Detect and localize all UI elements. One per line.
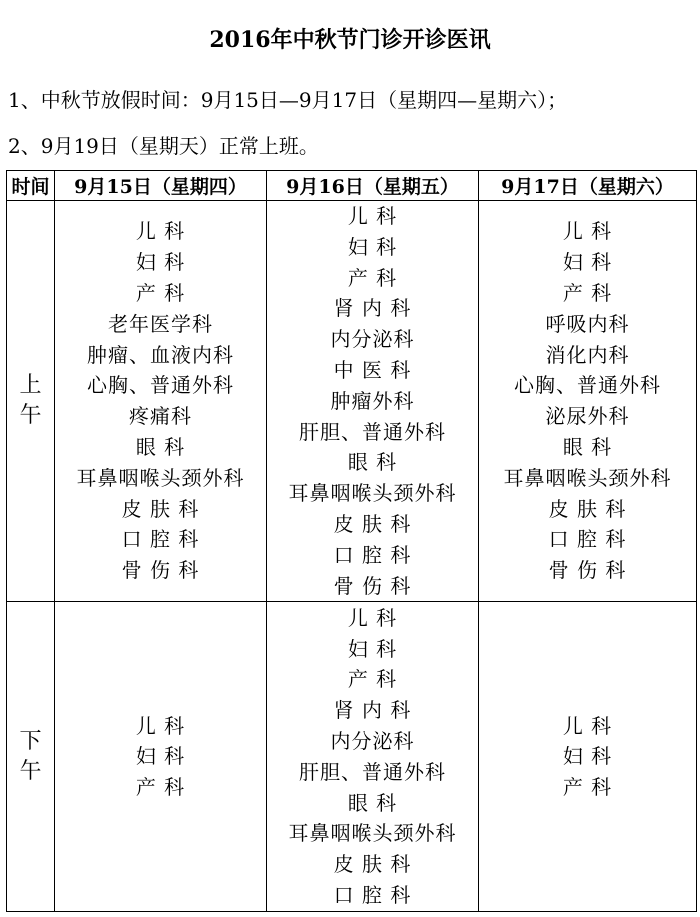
- department-entry: 内分泌科: [330, 327, 415, 352]
- afternoon-day-1-cell: [55, 602, 267, 912]
- department-entry: 产 科: [347, 265, 398, 290]
- morning-label-char-1: 上: [19, 373, 42, 399]
- department-entry: 眼 科: [135, 434, 186, 459]
- department-entry: 产 科: [347, 667, 398, 692]
- department-entry: 皮 肤 科: [121, 496, 200, 521]
- morning-day-1-cell: [55, 201, 267, 602]
- department-entry: 口 腔 科: [333, 883, 412, 908]
- department-entry: 内分泌科: [330, 729, 415, 754]
- department-entry: 耳鼻咽喉头颈外科: [288, 821, 457, 846]
- morning-label: [7, 201, 55, 602]
- department-entry: 呼吸内科: [545, 311, 630, 336]
- page-title: 2016年中秋节门诊开诊医讯: [209, 27, 491, 53]
- department-entry: 骨 伤 科: [333, 573, 412, 598]
- department-entry: 消化内科: [545, 342, 630, 367]
- afternoon-day-3-cell: [479, 602, 697, 912]
- department-entry: 妇 科: [135, 744, 186, 769]
- department-entry: 儿 科: [135, 713, 186, 738]
- department-entry: 肝胆、普通外科: [299, 759, 446, 784]
- resume-work-note: 2、9月19日（星期天）正常上班。: [8, 134, 319, 158]
- department-entry: 眼 科: [347, 450, 398, 475]
- department-entry: 儿 科: [562, 713, 613, 738]
- department-entry: 眼 科: [562, 434, 613, 459]
- department-entry: 肿瘤、血液内科: [87, 342, 234, 367]
- department-entry: 骨 伤 科: [121, 558, 200, 583]
- afternoon-label-char-2: 午: [19, 758, 42, 784]
- afternoon-row: [7, 602, 697, 912]
- department-entry: 肾 内 科: [333, 698, 412, 723]
- department-entry: 耳鼻咽喉头颈外科: [76, 465, 245, 490]
- header-day-1: 9月15日（星期四）: [55, 171, 267, 201]
- department-entry: 妇 科: [135, 250, 186, 275]
- department-entry: 产 科: [562, 280, 613, 305]
- department-entry: 口 腔 科: [333, 542, 412, 567]
- department-entry: 皮 肤 科: [548, 496, 627, 521]
- department-entry: 妇 科: [347, 636, 398, 661]
- department-entry: 心胸、普通外科: [514, 373, 661, 398]
- department-entry: 肾 内 科: [333, 296, 412, 321]
- morning-day-2-cell: [267, 201, 479, 602]
- afternoon-label: [7, 602, 55, 912]
- department-entry: 儿 科: [347, 605, 398, 630]
- department-entry: 妇 科: [562, 744, 613, 769]
- department-entry: 肝胆、普通外科: [299, 419, 446, 444]
- header-time: 时间: [7, 171, 55, 201]
- department-entry: 疼痛科: [129, 404, 192, 429]
- clinic-schedule-table: [6, 170, 697, 912]
- department-entry: 皮 肤 科: [333, 511, 412, 536]
- department-entry: 肿瘤外科: [330, 388, 415, 413]
- department-entry: 儿 科: [135, 219, 186, 244]
- department-entry: 妇 科: [562, 250, 613, 275]
- department-entry: 口 腔 科: [548, 527, 627, 552]
- department-entry: 儿 科: [562, 219, 613, 244]
- morning-row: [7, 201, 697, 602]
- header-day-3: 9月17日（星期六）: [479, 171, 697, 201]
- afternoon-day-2-cell: [267, 602, 479, 912]
- department-entry: 骨 伤 科: [548, 558, 627, 583]
- department-entry: 心胸、普通外科: [87, 373, 234, 398]
- department-entry: 泌尿外科: [545, 404, 630, 429]
- department-entry: 耳鼻咽喉头颈外科: [503, 465, 672, 490]
- morning-day-3-cell: [479, 201, 697, 602]
- afternoon-label-char-1: 下: [19, 728, 42, 754]
- department-entry: 中 医 科: [333, 357, 412, 382]
- morning-label-char-2: 午: [19, 403, 42, 429]
- department-entry: 耳鼻咽喉头颈外科: [288, 481, 457, 506]
- department-entry: 儿 科: [347, 204, 398, 228]
- department-entry: 老年医学科: [108, 311, 213, 336]
- department-entry: 妇 科: [347, 234, 398, 259]
- holiday-period-note: 1、中秋节放假时间：9月15日—9月17日（星期四—星期六）；: [8, 88, 568, 112]
- department-entry: 产 科: [135, 280, 186, 305]
- header-row: [7, 171, 697, 201]
- department-entry: 产 科: [135, 775, 186, 800]
- header-day-2: 9月16日（星期五）: [267, 171, 479, 201]
- department-entry: 眼 科: [347, 790, 398, 815]
- department-entry: 产 科: [562, 775, 613, 800]
- department-entry: 皮 肤 科: [333, 852, 412, 877]
- department-entry: 口 腔 科: [121, 527, 200, 552]
